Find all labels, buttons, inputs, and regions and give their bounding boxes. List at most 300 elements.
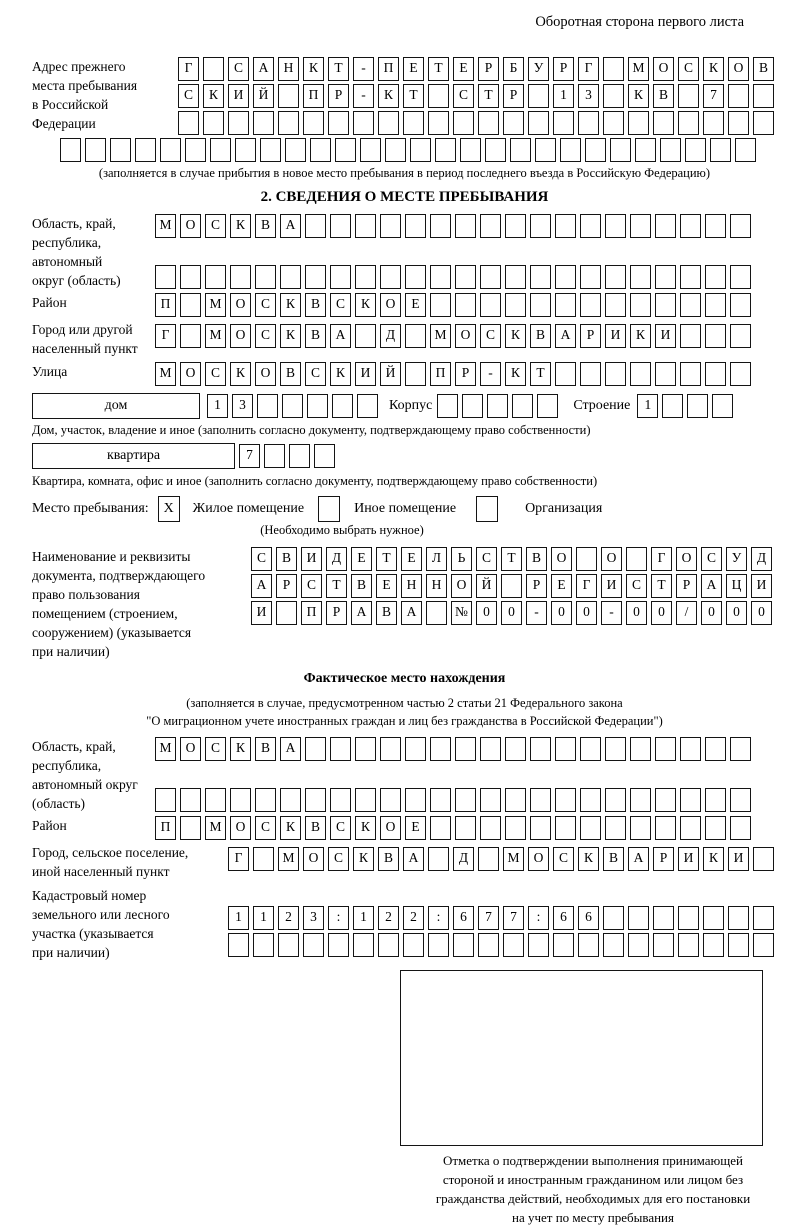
char-box xyxy=(310,138,331,162)
char-box xyxy=(655,362,676,386)
char-box: Н xyxy=(426,574,447,598)
char-box: 1 xyxy=(637,394,658,418)
char-box: К xyxy=(355,816,376,840)
char-box-row xyxy=(155,788,751,812)
char-box xyxy=(160,138,181,162)
char-box: Д xyxy=(380,324,401,348)
char-box xyxy=(228,111,249,135)
char-box xyxy=(630,214,651,238)
char-box: Г xyxy=(178,57,199,81)
char-box: В xyxy=(376,601,397,625)
option-label-other-premises: Иное помещение xyxy=(354,501,457,516)
char-box: / xyxy=(676,601,697,625)
char-box xyxy=(705,214,726,238)
char-box: Р xyxy=(455,362,476,386)
label-line: места пребывания xyxy=(32,78,138,93)
char-box xyxy=(282,394,303,418)
char-box: С xyxy=(330,816,351,840)
char-box: В xyxy=(378,847,399,871)
char-box: П xyxy=(155,816,176,840)
char-box: Г xyxy=(576,574,597,598)
field-stay-type xyxy=(32,496,800,522)
char-box xyxy=(328,933,349,957)
char-box: 3 xyxy=(303,906,324,930)
char-box: 0 xyxy=(751,601,772,625)
char-box: А xyxy=(280,737,301,761)
char-box xyxy=(730,324,751,348)
char-box xyxy=(753,933,774,957)
char-box xyxy=(480,816,501,840)
char-box: - xyxy=(353,57,374,81)
char-box xyxy=(505,816,526,840)
char-box: Р xyxy=(676,574,697,598)
note-line: на учет по месту пребывания xyxy=(512,1210,674,1225)
char-box: А xyxy=(403,847,424,871)
char-box xyxy=(335,138,356,162)
checkbox-organization xyxy=(476,496,498,522)
char-box xyxy=(680,293,701,317)
note-line: стороной и иностранным гражданином или лицом без xyxy=(442,1172,744,1187)
char-box xyxy=(705,788,726,812)
label-line: земельного или лесного xyxy=(32,907,170,922)
char-box: 2 xyxy=(403,906,424,930)
char-box: - xyxy=(601,601,622,625)
char-box: К xyxy=(230,214,251,238)
char-box xyxy=(655,265,676,289)
char-box: Р xyxy=(478,57,499,81)
char-box xyxy=(678,933,699,957)
field-district xyxy=(32,293,800,317)
char-box xyxy=(235,138,256,162)
char-box xyxy=(730,362,751,386)
label-line: автономный xyxy=(32,254,103,269)
char-box: А xyxy=(253,57,274,81)
char-box: И xyxy=(601,574,622,598)
field-region xyxy=(32,214,800,290)
char-box xyxy=(285,138,306,162)
char-box: О xyxy=(230,816,251,840)
checkbox-other-premises xyxy=(318,496,340,522)
char-box xyxy=(655,788,676,812)
char-box: М xyxy=(205,816,226,840)
char-box: С xyxy=(328,847,349,871)
char-box xyxy=(580,362,601,386)
char-box xyxy=(330,788,351,812)
char-box-row xyxy=(60,138,800,162)
char-box: С xyxy=(330,293,351,317)
char-box xyxy=(180,265,201,289)
field-cadastral-number xyxy=(32,886,800,962)
char-box xyxy=(478,111,499,135)
char-box: 6 xyxy=(553,906,574,930)
char-box xyxy=(305,265,326,289)
char-box xyxy=(576,547,597,571)
char-box xyxy=(630,788,651,812)
char-box: Е xyxy=(401,547,422,571)
char-box xyxy=(303,933,324,957)
char-box xyxy=(485,138,506,162)
char-box-row xyxy=(228,906,774,930)
char-box xyxy=(680,214,701,238)
char-box xyxy=(580,816,601,840)
char-box xyxy=(380,265,401,289)
char-box: О xyxy=(230,324,251,348)
apartment-label-box: квартира xyxy=(32,443,235,469)
char-box xyxy=(528,84,549,108)
char-box xyxy=(355,737,376,761)
char-box xyxy=(555,362,576,386)
char-box: М xyxy=(155,214,176,238)
actual-location-title: Фактическое место нахождения xyxy=(303,671,506,686)
char-box: У xyxy=(528,57,549,81)
char-box: 0 xyxy=(701,601,722,625)
char-box xyxy=(60,138,81,162)
char-box: К xyxy=(230,737,251,761)
char-box xyxy=(730,816,751,840)
char-box: А xyxy=(351,601,372,625)
char-box: 7 xyxy=(703,84,724,108)
label-line: Федерации xyxy=(32,116,96,131)
char-box xyxy=(455,788,476,812)
char-box xyxy=(253,847,274,871)
char-box xyxy=(605,293,626,317)
stroenie-label: Строение xyxy=(573,398,631,413)
note-line: гражданства действий, необходимых для его постановки xyxy=(435,1191,751,1206)
char-box-row xyxy=(155,737,751,761)
char-box xyxy=(530,265,551,289)
label-line: Адрес прежнего xyxy=(32,59,126,74)
char-box: Р xyxy=(276,574,297,598)
char-box xyxy=(430,214,451,238)
char-box xyxy=(630,293,651,317)
char-box: О xyxy=(230,293,251,317)
char-box: К xyxy=(578,847,599,871)
char-box xyxy=(203,57,224,81)
char-box: С xyxy=(255,324,276,348)
char-box: К xyxy=(230,362,251,386)
char-box: К xyxy=(378,84,399,108)
char-box: 6 xyxy=(453,906,474,930)
char-box: 7 xyxy=(239,444,260,468)
char-box xyxy=(480,737,501,761)
char-box: В xyxy=(526,547,547,571)
char-box xyxy=(728,111,749,135)
char-box xyxy=(555,265,576,289)
char-box xyxy=(626,547,647,571)
char-box xyxy=(257,394,278,418)
char-box: В xyxy=(255,737,276,761)
char-box: - xyxy=(353,84,374,108)
char-box: И xyxy=(228,84,249,108)
char-box xyxy=(355,788,376,812)
char-box xyxy=(680,737,701,761)
char-box: 0 xyxy=(651,601,672,625)
char-box: Р xyxy=(503,84,524,108)
char-box: П xyxy=(303,84,324,108)
char-box xyxy=(705,293,726,317)
actual-location-caption-line: (заполняется в случае, предусмотренном частью 2 статьи 21 Федерального закона xyxy=(186,696,623,710)
char-box xyxy=(505,293,526,317)
checkbox-residential: X xyxy=(158,496,180,522)
char-box xyxy=(728,906,749,930)
char-box: Н xyxy=(401,574,422,598)
char-box xyxy=(655,737,676,761)
char-box: 2 xyxy=(278,906,299,930)
option-label-residential: Жилое помещение xyxy=(192,501,305,516)
char-box xyxy=(603,933,624,957)
char-box xyxy=(555,737,576,761)
char-box: С xyxy=(553,847,574,871)
char-box xyxy=(605,737,626,761)
char-box xyxy=(535,138,556,162)
char-box xyxy=(730,265,751,289)
char-box xyxy=(703,933,724,957)
char-box: Е xyxy=(351,547,372,571)
char-box: Е xyxy=(453,57,474,81)
char-box: И xyxy=(678,847,699,871)
char-box xyxy=(253,111,274,135)
char-box xyxy=(455,816,476,840)
char-box xyxy=(330,265,351,289)
char-box xyxy=(728,933,749,957)
char-box: С xyxy=(255,816,276,840)
char-box: Т xyxy=(403,84,424,108)
char-box: О xyxy=(653,57,674,81)
field-actual-city xyxy=(32,843,800,881)
char-box: В xyxy=(305,816,326,840)
field-ownership-document xyxy=(32,547,800,661)
char-box xyxy=(580,265,601,289)
char-box xyxy=(653,933,674,957)
char-box xyxy=(605,788,626,812)
char-box xyxy=(314,444,335,468)
char-box: И xyxy=(251,601,272,625)
char-box: 1 xyxy=(353,906,374,930)
char-box xyxy=(478,933,499,957)
char-box xyxy=(278,933,299,957)
char-box xyxy=(505,737,526,761)
char-box xyxy=(453,111,474,135)
char-box xyxy=(230,265,251,289)
label-line: республика, xyxy=(32,758,102,773)
char-box xyxy=(655,214,676,238)
char-box: А xyxy=(555,324,576,348)
char-box xyxy=(528,933,549,957)
char-box xyxy=(403,933,424,957)
char-box xyxy=(705,362,726,386)
char-box xyxy=(585,138,606,162)
char-box: Т xyxy=(376,547,397,571)
char-box: А xyxy=(701,574,722,598)
house-caption: Дом, участок, владение и иное (заполнить согласно документу, подтверждающему право собственности) xyxy=(32,423,591,437)
char-box xyxy=(580,293,601,317)
char-box: И xyxy=(728,847,749,871)
char-box xyxy=(530,293,551,317)
char-box: П xyxy=(155,293,176,317)
field-street xyxy=(32,362,800,386)
char-box xyxy=(478,847,499,871)
char-box: Р xyxy=(653,847,674,871)
korpus-label: Корпус xyxy=(389,398,433,413)
field-city xyxy=(32,320,800,358)
char-box xyxy=(110,138,131,162)
char-box: К xyxy=(280,816,301,840)
char-box: Г xyxy=(228,847,249,871)
char-box xyxy=(255,265,276,289)
char-box: М xyxy=(155,362,176,386)
char-box: А xyxy=(280,214,301,238)
char-box: : xyxy=(528,906,549,930)
char-box: А xyxy=(628,847,649,871)
char-box-row xyxy=(155,293,751,317)
label-line: Район xyxy=(32,295,67,310)
char-box xyxy=(610,138,631,162)
char-box: А xyxy=(251,574,272,598)
char-box-row xyxy=(251,601,772,625)
char-box xyxy=(501,574,522,598)
char-box xyxy=(537,394,558,418)
char-box xyxy=(530,816,551,840)
char-box: О xyxy=(451,574,472,598)
char-box xyxy=(155,265,176,289)
field-previous-address xyxy=(32,57,800,135)
char-box-row xyxy=(155,214,751,238)
char-box: Т xyxy=(530,362,551,386)
char-box xyxy=(260,138,281,162)
char-box: В xyxy=(276,547,297,571)
char-box: В xyxy=(255,214,276,238)
char-box xyxy=(528,111,549,135)
char-box: М xyxy=(503,847,524,871)
char-box xyxy=(328,111,349,135)
char-box xyxy=(735,138,756,162)
char-box-row xyxy=(251,547,772,571)
char-box xyxy=(480,265,501,289)
char-box xyxy=(687,394,708,418)
char-box xyxy=(355,324,376,348)
char-box xyxy=(430,293,451,317)
field-apartment xyxy=(32,443,800,469)
char-box: К xyxy=(505,324,526,348)
label-line: Область, край, xyxy=(32,216,116,231)
char-box: К xyxy=(355,293,376,317)
char-box xyxy=(705,324,726,348)
label-line: право пользования xyxy=(32,587,140,602)
char-box-row xyxy=(178,84,774,108)
char-box-row xyxy=(178,57,774,81)
char-box: Р xyxy=(553,57,574,81)
char-box xyxy=(385,138,406,162)
char-box: К xyxy=(505,362,526,386)
char-box-row xyxy=(155,265,751,289)
char-box xyxy=(555,788,576,812)
char-box: В xyxy=(653,84,674,108)
char-box: Е xyxy=(403,57,424,81)
char-box: В xyxy=(280,362,301,386)
char-box: С xyxy=(305,362,326,386)
label-line: при наличии) xyxy=(32,945,110,960)
char-box: № xyxy=(451,601,472,625)
char-box: П xyxy=(378,57,399,81)
char-box: Т xyxy=(428,57,449,81)
char-box: В xyxy=(351,574,372,598)
char-box: 0 xyxy=(501,601,522,625)
char-box xyxy=(405,737,426,761)
char-box xyxy=(728,84,749,108)
char-box xyxy=(305,788,326,812)
char-box: М xyxy=(430,324,451,348)
char-box xyxy=(180,324,201,348)
char-box: Й xyxy=(476,574,497,598)
char-box: Е xyxy=(376,574,397,598)
field-house xyxy=(32,393,800,419)
char-box: О xyxy=(303,847,324,871)
char-box: И xyxy=(605,324,626,348)
char-box xyxy=(680,788,701,812)
char-box xyxy=(428,933,449,957)
char-box xyxy=(678,84,699,108)
char-box xyxy=(455,214,476,238)
char-box xyxy=(578,111,599,135)
char-box xyxy=(280,265,301,289)
char-box: К xyxy=(303,57,324,81)
char-box: П xyxy=(430,362,451,386)
label-line: автономный округ xyxy=(32,777,138,792)
char-box: С xyxy=(205,362,226,386)
char-box xyxy=(435,138,456,162)
char-box: О xyxy=(180,214,201,238)
char-box xyxy=(278,111,299,135)
char-box xyxy=(705,737,726,761)
char-box xyxy=(332,394,353,418)
char-box: 7 xyxy=(503,906,524,930)
char-box: К xyxy=(280,324,301,348)
char-box: О xyxy=(380,816,401,840)
section2-title: 2. СВЕДЕНИЯ О МЕСТЕ ПРЕБЫВАНИЯ xyxy=(260,189,549,205)
char-box xyxy=(605,362,626,386)
char-box: С xyxy=(255,293,276,317)
char-box: К xyxy=(280,293,301,317)
char-box xyxy=(580,737,601,761)
char-box xyxy=(653,111,674,135)
char-box xyxy=(180,293,201,317)
char-box xyxy=(180,816,201,840)
char-box xyxy=(730,737,751,761)
char-box: Г xyxy=(651,547,672,571)
char-box xyxy=(353,111,374,135)
char-box xyxy=(655,816,676,840)
char-box-row xyxy=(155,816,751,840)
char-box xyxy=(264,444,285,468)
char-box: И xyxy=(301,547,322,571)
char-box xyxy=(205,788,226,812)
char-box: С xyxy=(251,547,272,571)
char-box: В xyxy=(305,324,326,348)
label-line: иной населенный пункт xyxy=(32,864,170,879)
char-box: Д xyxy=(453,847,474,871)
char-box xyxy=(605,214,626,238)
page-side-note: Оборотная сторона первого листа xyxy=(535,14,744,30)
char-box: Ь xyxy=(451,547,472,571)
char-box: Д xyxy=(326,547,347,571)
char-box xyxy=(430,737,451,761)
char-box xyxy=(705,816,726,840)
char-box xyxy=(603,84,624,108)
label-line: в Российской xyxy=(32,97,109,112)
char-box xyxy=(678,111,699,135)
char-box xyxy=(378,933,399,957)
char-box xyxy=(455,293,476,317)
